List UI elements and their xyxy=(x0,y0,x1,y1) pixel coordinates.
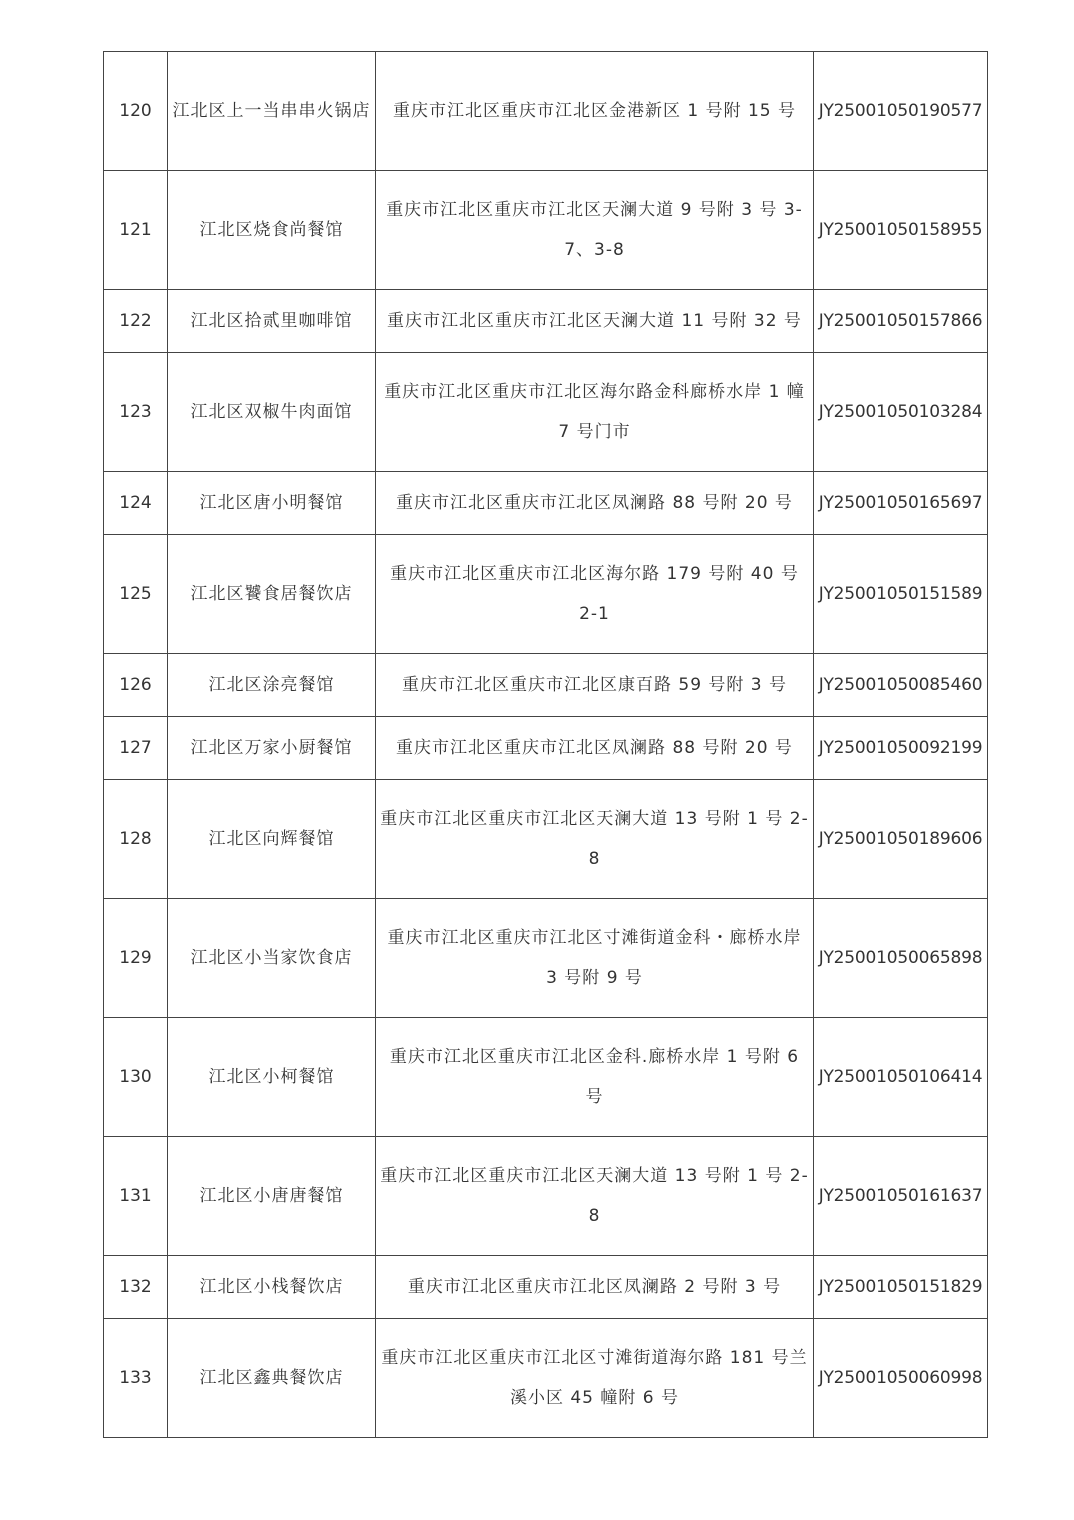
license-number: JY25001050092199 xyxy=(814,717,988,780)
business-name: 江北区向辉餐馆 xyxy=(168,780,376,899)
license-number: JY25001050065898 xyxy=(814,899,988,1018)
business-name: 江北区小当家饮食店 xyxy=(168,899,376,1018)
business-address: 重庆市江北区重庆市江北区金港新区 1 号附 15 号 xyxy=(376,52,814,171)
license-number: JY25001050189606 xyxy=(814,780,988,899)
row-number: 127 xyxy=(104,717,168,780)
license-number: JY25001050161637 xyxy=(814,1137,988,1256)
license-number: JY25001050103284 xyxy=(814,353,988,472)
document-page xyxy=(103,51,987,1438)
records-table xyxy=(103,51,988,1438)
business-name: 江北区涂亮餐馆 xyxy=(168,654,376,717)
row-number: 124 xyxy=(104,472,168,535)
business-address: 重庆市江北区重庆市江北区天澜大道 11 号附 32 号 xyxy=(376,290,814,353)
table-row xyxy=(104,1137,988,1256)
business-name: 江北区双椒牛肉面馆 xyxy=(168,353,376,472)
business-name: 江北区鑫典餐饮店 xyxy=(168,1319,376,1438)
table-row xyxy=(104,717,988,780)
table-row xyxy=(104,1018,988,1137)
table-row xyxy=(104,290,988,353)
business-name: 江北区唐小明餐馆 xyxy=(168,472,376,535)
business-name: 江北区上一当串串火锅店 xyxy=(168,52,376,171)
license-number: JY25001050190577 xyxy=(814,52,988,171)
business-name: 江北区饕食居餐饮店 xyxy=(168,535,376,654)
row-number: 133 xyxy=(104,1319,168,1438)
business-address: 重庆市江北区重庆市江北区天澜大道 13 号附 1 号 2-8 xyxy=(376,1137,814,1256)
license-number: JY25001050158955 xyxy=(814,171,988,290)
business-address: 重庆市江北区重庆市江北区寸滩街道金科・廊桥水岸 3 号附 9 号 xyxy=(376,899,814,1018)
row-number: 129 xyxy=(104,899,168,1018)
table-row xyxy=(104,899,988,1018)
row-number: 122 xyxy=(104,290,168,353)
table-row xyxy=(104,1256,988,1319)
table-row xyxy=(104,654,988,717)
business-address: 重庆市江北区重庆市江北区天澜大道 9 号附 3 号 3-7、3-8 xyxy=(376,171,814,290)
business-name: 江北区烧食尚餐馆 xyxy=(168,171,376,290)
business-address: 重庆市江北区重庆市江北区天澜大道 13 号附 1 号 2-8 xyxy=(376,780,814,899)
row-number: 120 xyxy=(104,52,168,171)
table-row xyxy=(104,171,988,290)
row-number: 128 xyxy=(104,780,168,899)
table-row xyxy=(104,353,988,472)
business-address: 重庆市江北区重庆市江北区寸滩街道海尔路 181 号兰溪小区 45 幢附 6 号 xyxy=(376,1319,814,1438)
license-number: JY25001050157866 xyxy=(814,290,988,353)
business-name: 江北区小唐唐餐馆 xyxy=(168,1137,376,1256)
table-row xyxy=(104,1319,988,1438)
table-row xyxy=(104,535,988,654)
row-number: 126 xyxy=(104,654,168,717)
business-address: 重庆市江北区重庆市江北区凤澜路 88 号附 20 号 xyxy=(376,717,814,780)
table-row xyxy=(104,472,988,535)
business-name: 江北区小柯餐馆 xyxy=(168,1018,376,1137)
row-number: 132 xyxy=(104,1256,168,1319)
table-row xyxy=(104,780,988,899)
license-number: JY25001050060998 xyxy=(814,1319,988,1438)
license-number: JY25001050165697 xyxy=(814,472,988,535)
row-number: 123 xyxy=(104,353,168,472)
license-number: JY25001050085460 xyxy=(814,654,988,717)
license-number: JY25001050106414 xyxy=(814,1018,988,1137)
business-address: 重庆市江北区重庆市江北区凤澜路 88 号附 20 号 xyxy=(376,472,814,535)
business-name: 江北区拾贰里咖啡馆 xyxy=(168,290,376,353)
table-row xyxy=(104,52,988,171)
license-number: JY25001050151589 xyxy=(814,535,988,654)
license-number: JY25001050151829 xyxy=(814,1256,988,1319)
business-address: 重庆市江北区重庆市江北区凤澜路 2 号附 3 号 xyxy=(376,1256,814,1319)
row-number: 121 xyxy=(104,171,168,290)
business-address: 重庆市江北区重庆市江北区康百路 59 号附 3 号 xyxy=(376,654,814,717)
business-address: 重庆市江北区重庆市江北区海尔路 179 号附 40 号 2-1 xyxy=(376,535,814,654)
row-number: 125 xyxy=(104,535,168,654)
business-name: 江北区小栈餐饮店 xyxy=(168,1256,376,1319)
business-address: 重庆市江北区重庆市江北区海尔路金科廊桥水岸 1 幢 7 号门市 xyxy=(376,353,814,472)
row-number: 131 xyxy=(104,1137,168,1256)
business-address: 重庆市江北区重庆市江北区金科.廊桥水岸 1 号附 6 号 xyxy=(376,1018,814,1137)
row-number: 130 xyxy=(104,1018,168,1137)
business-name: 江北区万家小厨餐馆 xyxy=(168,717,376,780)
